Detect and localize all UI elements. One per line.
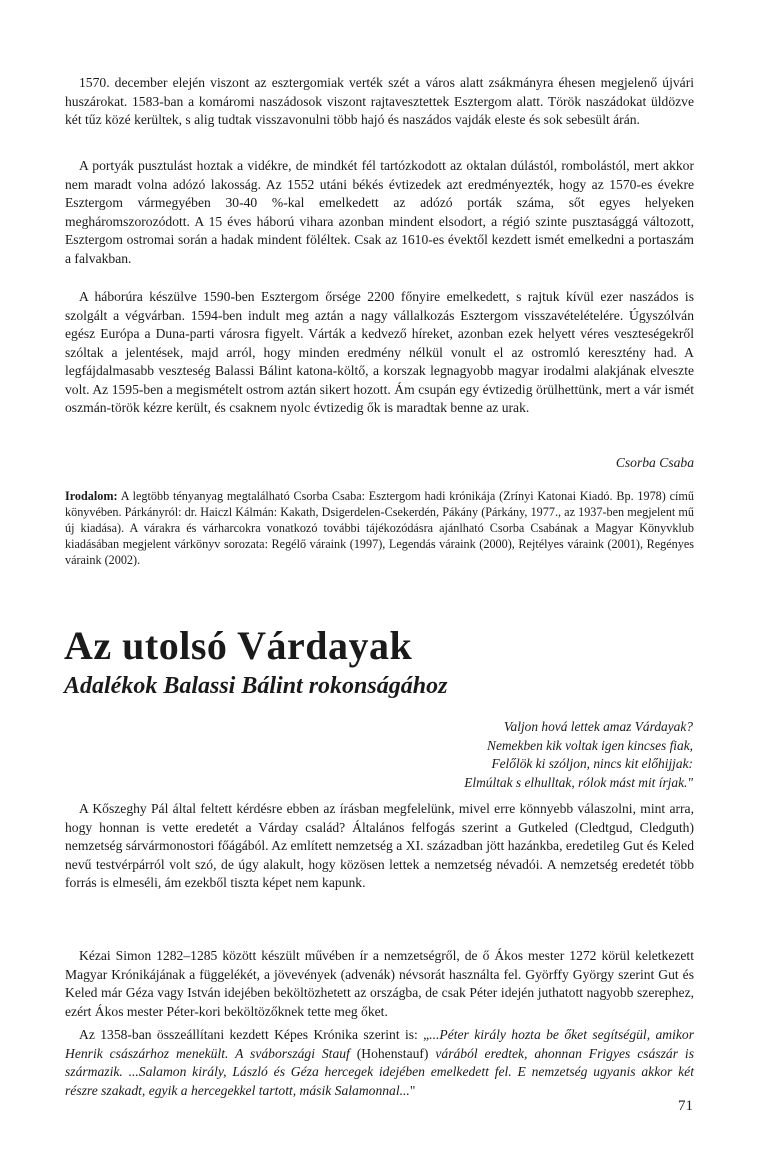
paragraph-text: (Hohenstauf) [349,1045,436,1061]
poem-line: Valjon hová lettek amaz Várdayak? [503,719,693,734]
page-number: 71 [678,1098,693,1114]
article-subtitle: Adalékok Balassi Bálint rokonságához [64,673,448,699]
chronicle-quote: ...Péter király hozta be őket segítségül, amikor Henrik császárhoz menekült. A svábországi Stauf [65,1027,694,1061]
poem-line: Nemekben kik voltak igen kincses fiak, [487,737,693,753]
paragraph: A Kőszeghy Pál által feltett kérdésre ebben az írásban megfelelünk, mivel erre könnyebb válaszolni, mint arra, hogy honnan is vette eredetét a Várday család? Általános felfogás szerint a Gutkeled (Cledtgud, Cledguth) nemzetség sárvármonostori főágából. Az említett nemzetség a XI. században jött hazánkba, eredetileg Gut és Keled nevű testvérpárról volt szó, de úgy alakult, hogy közösen lettek a nemzetség névadói. A nemzetség eredetét több forrás is elmeséli, ám ezekből tiszta képet nem kapunk. [65,801,694,890]
paragraph [65,1026,694,1100]
poem-line: Felőlök ki szóljon, nincs kit előhijjak: [491,756,693,771]
literature-text: A legtöbb tényanyag megtalálható Csorba Csaba: Esztergom hadi krónikája (Zrínyi Katonai Kiadó. Bp. 1978) című könyvében. Párkányról: dr. Haiczl Kálmán: Kakath, Dsigerdelen-Csekerdén, Pákány (Párkány, 1977., az 1937-ben megjelent mű új kiadása). A várakra és várharcokra vonatkozó további tájékozódásra ajánlható Csorba Csabának a Magyar Könyvklub kiadásában megjelent várkönyv sorozata: Regélő váraink (1997), Legendás váraink (2000), Rejtélyes váraink (2001), Regényes váraink (2002). [65,489,694,567]
epigraph-poem [464,718,693,792]
paragraph: A háborúra készülve 1590-ben Esztergom őrsége 2200 főnyire emelkedett, s rajtuk kívül ezer naszádos is szolgált a végvárban. 1594-ben indult meg aztán a nagy vállalkozás Esztergom visszavételételére. Úgyszólván egész Európa a Duna-parti városra figyelt. Várták a kedvező híreket, azonban ezek helyett véres veszteségekről szóltak a jelentések, majd arról, hogy minden eredmény nélkül vonult el az ostromló keresztény had. A legfájdalmasabb veszteség Balassi Bálint katona-költő, a korszak legnagyobb magyar irodalmi alakjának elveszte volt. Az 1595-ben a megismételt ostrom aztán sikert hozott. Ám csupán egy évtizedig örülhettünk, mert a vár ismét oszmán-török kézre került, és csaknem nyolc évtizedig ők is maradtak benne az urak. [65,289,694,415]
literature-note [65,488,694,568]
author-signature: Csorba Csaba [615,455,694,470]
chronicle-quote: várából eredtek, ahonnan Frigyes császár is származik. ...Salamon király, László és Géza hercegek idejében emelkedett fel. E nemzetség ugyanis akkor két részre szakadt, egyik a hercegekkel tartott, másik Salamonnal... [65,1045,694,1098]
paragraph: A portyák pusztulást hoztak a vidékre, de mindkét fél tartózkodott az oktalan dúlástól, rombolástól, mert akkor nem maradt volna adózó lakosság. Az 1552 utáni békés évtizedek azt eredményezték, hogy az 1570-es évekre Esztergom vármegyében 30-40 %-kal emelkedett az adózó porták száma, sőt egyes helyeken megháromszorozódott. A 15 éves háború vihara azonban mindent elsodort, a régió szinte pusztasággá változott, Esztergom ostromai során a hadak mindent föléltek. Csak az 1610-es évektől kezdett ismét emelkedni a portaszám a falvakban. [65,158,694,266]
literature-label: Irodalom: [65,489,118,503]
paragraph-lead: Az 1358-ban összeállítani kezdett Képes Krónika szerint is: „ [79,1027,430,1042]
paragraph: Kézai Simon 1282–1285 között készült művében ír a nemzetségről, de ő Ákos mester 1272 körül keletkezett Magyar Krónikájának a függelékét, a jövevények (advenák) névsorát használta fel. Györffy György szerint Gut és Keled már Géza vagy István idejében beköltözhetett az országba, de csak Péter idején juthatott nagyobb szerephez, ezért Ákos mester Péter-kori beköltözőknek tette meg őket. [65,948,694,1019]
paragraph: 1570. december elején viszont az esztergomiak verték szét a város alatt zsákmányra éhesen megjelenő újvári huszárokat. 1583-ban a komáromi naszádosok viszont rajtavesztettek Esztergom alatt. Török naszádokat üldözve két tűz közé kerültek, s alig tudtak visszavonulni több hajó és naszádos vajdák eleste és sok sebesült árán. [65,75,694,127]
closing-quote-mark: " [409,1082,416,1098]
article-title: Az utolsó Várdayak [64,623,413,668]
poem-line: Elmúltak s elhulltak, rólok mást mit írjak." [464,774,693,790]
